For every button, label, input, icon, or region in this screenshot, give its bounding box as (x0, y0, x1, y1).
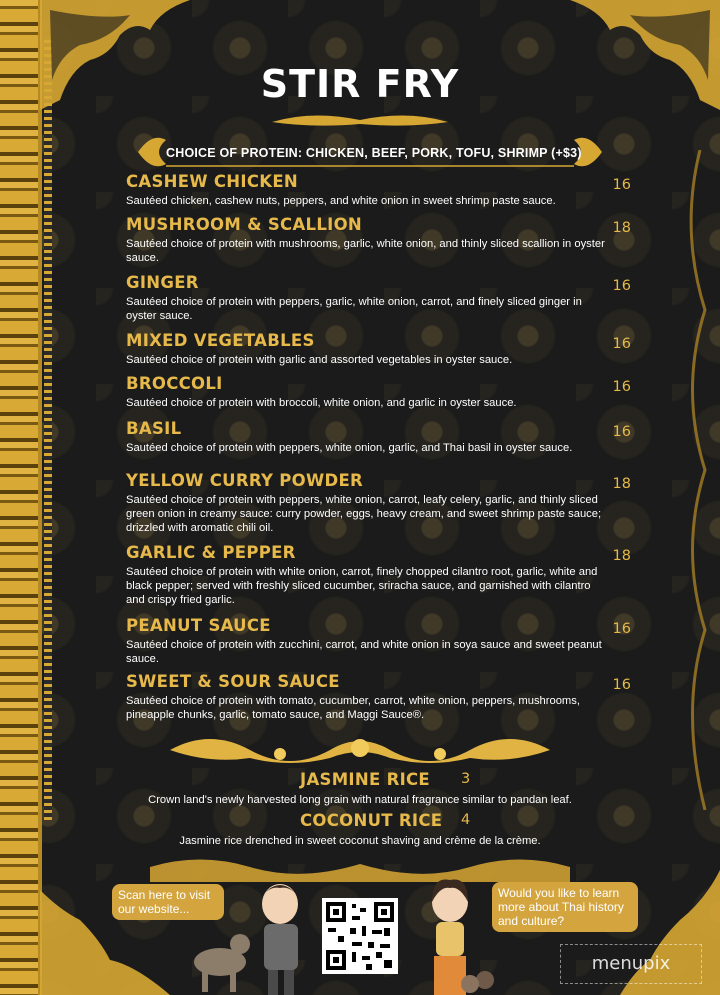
item-name: MUSHROOM & SCALLION (126, 215, 363, 234)
scan-website-bubble: Scan here to visit our website... (112, 884, 224, 920)
item-description: Sautéed choice of protein with peppers, white onion, garlic, and Thai basil in oyster sauce. (126, 442, 573, 454)
item-name: PEANUT SAUCE (126, 616, 271, 635)
item-description: Sautéed choice of protein with garlic and assorted vegetables in oyster sauce. (126, 354, 513, 366)
item-name: BASIL (126, 419, 182, 438)
item-name: SWEET & SOUR SAUCE (126, 672, 340, 691)
menu-item-mushroom-scallion (126, 215, 631, 273)
side-coconut-rice-price: 4 (461, 812, 471, 828)
woman-illustration-icon (410, 876, 500, 995)
menu-item-sweet-sour-sauce (126, 672, 631, 722)
watermark-logo: menupix (560, 944, 702, 984)
item-description: Sautéed chicken, cashew nuts, peppers, and white onion in sweet shrimp paste sauce. (126, 195, 556, 207)
item-name: MIXED VEGETABLES (126, 331, 315, 350)
item-description: Sautéed choice of protein with tomato, cucumber, carrot, white onion, peppers, mushrooms, pineapple chunks, garlic, tomato sauce, and Maggi Sauce®. (126, 695, 580, 721)
item-price: 18 (612, 220, 631, 236)
menu-item-mixed-vegetables (126, 331, 631, 374)
side-jasmine-rice-desc: Crown land's newly harvested long grain with natural fragrance similar to pandan leaf. (148, 794, 572, 806)
man-and-dog-illustration-icon (190, 878, 310, 995)
item-price: 16 (612, 424, 631, 440)
menu-item-peanut-sauce (126, 616, 631, 672)
item-price: 16 (612, 177, 631, 193)
menu-item-broccoli (126, 374, 631, 419)
menu-item-ginger (126, 273, 631, 331)
item-description: Sautéed choice of protein with zucchini, carrot, and white onion in soya sauce and sweet peanut sauce. (126, 639, 602, 665)
stir-fry-list (126, 172, 631, 722)
item-description: Sautéed choice of protein with broccoli, white onion, and garlic in oyster sauce. (126, 397, 517, 409)
floral-divider-icon (170, 728, 550, 772)
side-jasmine-rice-price: 3 (461, 771, 471, 787)
item-price: 16 (612, 278, 631, 294)
protein-choice-text: CHOICE OF PROTEIN: CHICKEN, BEEF, PORK, TOFU, SHRIMP (+$3) (166, 146, 582, 160)
menu-item-yellow-curry-powder (126, 471, 631, 543)
item-name: BROCCOLI (126, 374, 223, 393)
menu-item-garlic-pepper (126, 543, 631, 616)
item-description: Sautéed choice of protein with white onion, carrot, finely chopped cilantro root, garlic, white and black pepper; served with freshly sliced cucumber, sriracha sauce, and garnished with cilantro and crispy fried garlic. (126, 566, 598, 606)
item-description: Sautéed choice of protein with peppers, white onion, carrot, leafy celery, garlic, and thinly sliced green onion in creamy sauce: curry powder, eggs, heavy cream, and sweet shrimp paste sauce; drizzled with aromatic chili oil. (126, 494, 602, 534)
item-description: Sautéed choice of protein with mushrooms, garlic, white onion, and thinly sliced scallion in oyster sauce. (126, 238, 605, 264)
qr-code-icon[interactable] (322, 898, 398, 974)
item-name: YELLOW CURRY POWDER (126, 471, 364, 490)
item-description: Sautéed choice of protein with peppers, garlic, white onion, carrot, and finely sliced ginger in oyster sauce. (126, 296, 582, 322)
item-price: 16 (612, 336, 631, 352)
item-price: 16 (612, 677, 631, 693)
item-price: 16 (612, 379, 631, 395)
item-price: 18 (612, 476, 631, 492)
side-coconut-rice-name: COCONUT RICE (300, 811, 443, 830)
right-vine-icon (660, 150, 720, 810)
side-jasmine-rice-name: JASMINE RICE (300, 770, 431, 789)
menu-item-cashew-chicken (126, 172, 631, 215)
page-title: STIR FRY (260, 62, 460, 106)
side-coconut-rice-desc: Jasmine rice drenched in sweet coconut shaving and crème de la crème. (179, 835, 541, 847)
item-name: GARLIC & PEPPER (126, 543, 296, 562)
menu-item-basil (126, 419, 631, 471)
item-price: 18 (612, 548, 631, 564)
item-price: 16 (612, 621, 631, 637)
left-decor-stripe (44, 40, 52, 820)
item-name: GINGER (126, 273, 199, 292)
thai-culture-bubble[interactable]: Would you like to learn more about Thai history and culture? (492, 882, 638, 932)
title-swash-icon (272, 108, 448, 130)
item-name: CASHEW CHICKEN (126, 172, 299, 191)
